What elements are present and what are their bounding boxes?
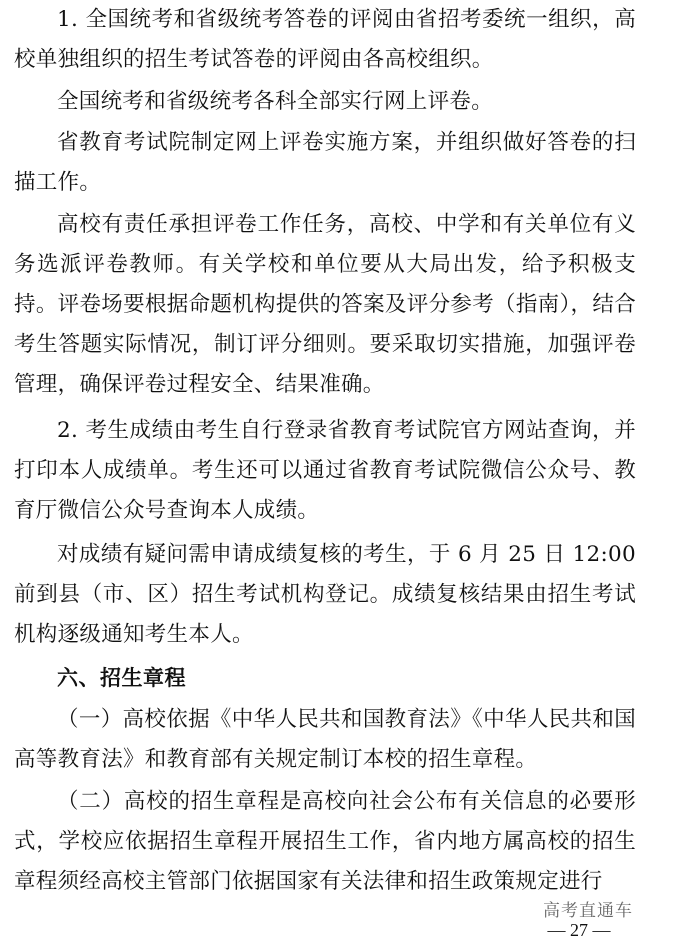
paragraph-marking-teachers: 高校有责任承担评卷工作任务，高校、中学和有关单位有义务选派评卷教师。有关学校和单位要从大局出发，给予积极支持。评卷场要根据命题机构提供的答案及评分参考（指南），结合考生答题实际情况，制订评分细则。要采取切实措施，加强评卷管理，确保评卷过程安全、结果准确。 <box>14 212 636 397</box>
paragraph-online-marking: 全国统考和省级统考各科全部实行网上评卷。 <box>57 89 494 114</box>
paragraph-scanning-plan: 省教育考试院制定网上评卷实施方案，并组织做好答卷的扫描工作。 <box>14 130 636 195</box>
paragraph-charter-basis: （一）高校依据《中华人民共和国教育法》《中华人民共和国高等教育法》和教育部有关规定制订本校的招生章程。 <box>14 707 636 772</box>
section-heading-admission-charter: 六、招生章程 <box>57 666 186 690</box>
paragraph-marking-organization: 1. 全国统考和省级统考答卷的评阅由省招考委统一组织，高校单独组织的招生考试答卷的评阅由各高校组织。 <box>14 7 636 72</box>
paragraph-score-query: 2. 考生成绩由考生自行登录省教育考试院官方网站查询，并打印本人成绩单。考生还可以通过省教育考试院微信公众号、教育厅微信公众号查询本人成绩。 <box>14 418 636 523</box>
page-number: — 27 — <box>547 920 611 940</box>
watermark: 高考直通车 <box>543 901 633 921</box>
paragraph-score-review: 对成绩有疑问需申请成绩复核的考生，于 6 月 25 日 12:00 前到县（市、区）招生考试机构登记。成绩复核结果由招生考试机构逐级通知考生本人。 <box>14 542 636 647</box>
paragraph-charter-publication: （二）高校的招生章程是高校向社会公布有关信息的必要形式，学校应依据招生章程开展招生工作，省内地方属高校的招生章程须经高校主管部门依据国家有关法律和招生政策规定进行 <box>14 789 636 894</box>
